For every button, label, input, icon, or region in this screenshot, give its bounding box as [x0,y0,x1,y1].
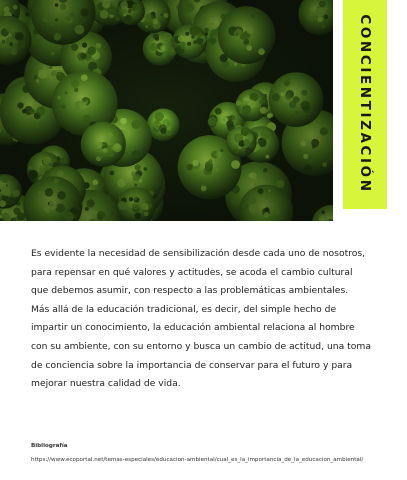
main-text [31,245,371,394]
parsley-foliage-image [0,0,333,221]
paragraph-2: Más allá de la educación tradicional, es decir, del simple hecho de impartir un conocimiento, la educación ambiental relaciona al hombre con su ambiente, con su entorno y busca un cambio de actitud, una toma de conciencia sobre la importancia de conservar para el futuro y para mejorar nuestra calidad de vida. [31,303,371,390]
paragraph-1: Es evidente la necesidad de sensibilización desde cada uno de nosotros, para repensar en qué valores y actitudes, se acoda el cambio cultural que debemos asumir, con respecto a las problemáticas ambientales. [31,248,366,297]
bibliography-link[interactable]: https://www.ecoportal.net/temas-especiales/educacion-ambiental/cual_es_la_importancia_de_la_educacion_ambiental/ [31,457,364,463]
bibliography-heading: Bibliografía [31,443,68,449]
parsley-photo [0,0,333,221]
banner-title: CONCIENTIZACIÓN [357,14,373,194]
concientizacion-banner [343,0,387,209]
